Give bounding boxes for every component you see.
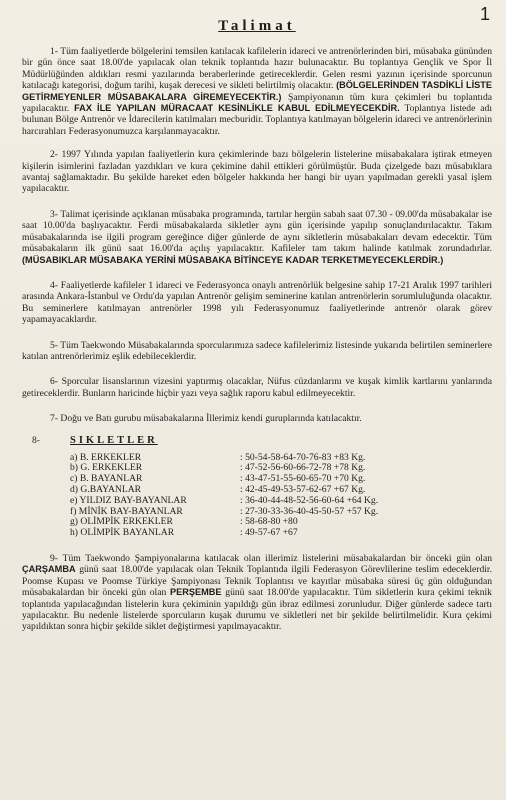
paragraph-4-text: 4- Faaliyetlerde kafileler 1 idareci ve Federasyonca onaylı antrenörlük belgesine sahip 17-21 Aralık 1997 tarihleri arasında Ankara-İstanbul ve Ordu'da yapılan Antrenör gelişim seminerine katılan antrenörlerin sorumluluğunda olacaktır. Bu seminerlere katılmayan antrenörler 1998 yılı Federasyonumuz faaliyetlerinde antrenör olarak görev yapamayacaklardır. — [22, 279, 492, 326]
paragraph-1-text-c: Şampiyonanın tüm kura çekimleri bu toplantıda yapılacaktır. — [22, 91, 492, 115]
paragraph-2-text: 2- 1997 Yılında yapılan faaliyetlerin kura çekimlerinde bazı bölgelerin listelerine müsabakalara iştirak etmeyen kişilerin isimlerini fazladan yazdıkları ve kura çekimine dahil ettikleri görülmüştür. Buda çizelgede bazı müsabıklara avantaj sağlamaktadır. Bu şekilde hareket eden bölgeler hakkında her hangi bir uyarı yapılmadan gerekli yasal işlem yapılacaktır. — [22, 149, 492, 195]
weight-category: e) YILDIZ BAY-BAYANLAR — [70, 494, 187, 506]
paragraph-3-text: 3- Talimat içerisinde açıklanan müsabaka programında, tartılar hergün sabah saat 07.30 - 09.00'da müsabakalar ise saat 10.00'da başlıyacaktır. Ferdi müsabakalarda sikletler aynı gün içerisinde yapılıp sonuçlandırılacaktır. Takım müsabakalarında ise ilgili program gereğince diğer günlerde de aynı sikletlerin müsabakaları devam edecektir. Tüm müsabakaların ilk günü saat 16.00'da açılış yapılacaktır. Kafileler tam takım halinde katılmak zorundadırlar. — [22, 208, 492, 255]
weight-values: : 49-57-67 +67 — [240, 527, 298, 539]
paragraph-1-text-d: Toplantıya listede adı bulunan Bölge Antrenör ve İdarecilerin katılmaları mecburidir. Toplantıya katılmayan bölgelerin idareci ve antrenörlerinin harcırahları Federasyonumuzca karşılanmayacaktır. — [22, 103, 492, 137]
page-number: 1 — [479, 4, 490, 24]
weight-classes-heading: SIKLETLER — [70, 434, 158, 446]
weight-category: h) OLİMPİK BAYANLAR — [70, 527, 175, 539]
paragraph-2 — [22, 149, 492, 195]
paragraph-1-text-a: 1- Tüm faaliyetlerde bölgelerini temsilen katılacak kafilelerin idareci ve antrenörlerinden biri, müsabaka gününden bir gün önce saat 18.00'de yapılacak olan teknik toplantıda hazır bulunacaktır. Bu toplantıya Gençlik ve Spor İl Müdürlüğünden aldıkları resmi yazılarında beraberlerinde getireceklerdir. Gelen resmi yazının içerisinde sporcunun katılacağı kategorisi, doğum tarihi, kuşak derecesi ve sikleti belirtilmiş olacaktır. — [22, 46, 492, 92]
paragraph-7-text: 7- Doğu ve Batı gurubu müsabakalarına İllerimiz kendi guruplarında katılacaktır. — [50, 413, 362, 425]
weight-values: : 36-40-44-48-52-56-60-64 +64 Kg. — [240, 494, 379, 506]
weight-category: a) B. ERKEKLER — [70, 451, 142, 463]
paragraph-9-bold-a: ÇARŞAMBA — [22, 564, 76, 575]
paragraph-5-text: 5- Tüm Taekwondo Müsabakalarında sporcularımıza sadece kafilelerimiz listesinde yukarıda belirtilen seminerlere katılan antrenörlerimiz eşlik edebileceklerdir. — [22, 339, 492, 362]
weight-classes-header — [32, 435, 492, 453]
paragraph-9-text-a: 9- Tüm Taekwondo Şampiyonalarına katılacak olan illerimiz listelerini müsabakalardan bir önceki gün olan — [50, 552, 492, 564]
paragraph-6-text: 6- Sporcular lisanslarının vizesini yaptırmış olacaklar, Nüfus cüzdanlarını ve kuşak kimlik kartlarını yanlarında getireceklerdir. Bunların haricinde hiçbir yazı veya sağlık raporu kabul edilmeyecektir. — [22, 376, 492, 399]
paragraph-6 — [22, 376, 492, 399]
weight-values: : 43-47-51-55-60-65-70 +70 Kg. — [240, 473, 366, 485]
weight-row — [70, 496, 492, 507]
paragraph-1 — [22, 46, 492, 137]
paragraph-7 — [22, 413, 492, 424]
weight-category: d) G.BAYANLAR — [70, 483, 142, 495]
paragraph-9-text-d: günü saat 18.00'de yapılacaktır. Tüm sikletlerin kura çekimi teknik toplantıda yapılacağından listelerin kura çekiminin yapıldığı gün ibraz edilmesi zorunludur. Diğer günlerde sadece tartı yapılacaktır. Bu nedenle listelerde sporcuların kuşak durumu ve sikletleri net bir şekilde belirtilmelidir. Kura çekimi yapıldıktan sonra hiçbir şekilde siklet değiştirmesi yapılmayacaktır. — [22, 587, 492, 633]
weight-values: : 27-30-33-36-40-45-50-57 +57 Kg. — [240, 505, 379, 517]
paragraph-1-bold-b: FAX İLE YAPILAN MÜRACAAT KESİNLİKLE KABUL EDİLMEYECEKDİR. — [74, 103, 400, 114]
weight-category: g) OLİMPİK ERKEKLER — [70, 516, 173, 528]
paragraph-9-bold-b: PERŞEMBE — [170, 587, 222, 598]
paragraph-3 — [22, 209, 492, 266]
weight-classes-number: 8- — [32, 434, 40, 446]
weight-category: b) G. ERKEKLER — [70, 462, 143, 474]
weight-values: : 47-52-56-60-66-72-78 +78 Kg. — [240, 462, 366, 474]
weight-category: c) B. BAYANLAR — [70, 473, 143, 485]
paragraph-4 — [22, 280, 492, 326]
paragraph-5 — [22, 340, 492, 363]
weight-row — [70, 528, 492, 539]
weight-values: : 58-68-80 +80 — [240, 516, 298, 528]
paragraph-1-bold-a: (BÖLGELERİNDEN TASDİKLİ LİSTE GETİRMEYENLER MÜSABAKALARA GİREMEYECEKTİR.) — [22, 80, 492, 102]
weight-values: : 50-54-58-64-70-76-83 +83 Kg. — [240, 451, 366, 463]
weight-classes-section — [32, 435, 492, 539]
weight-category: f) MİNİK BAY-BAYANLAR — [70, 505, 183, 517]
document-title: Talimat — [218, 18, 296, 34]
paragraph-9-text-c: günü saat 18.00'de yapılacak olan Teknik Toplantıda ilgili Federasyon Görevlilerine teslim edeceklerdir. Poomse Kupası ve Poomse Türkiye Şampiyonası Teknik Toplantısı ve kayıtlar müsabaka süresi üç gün olduğundan müsabakalardan bir önceki gün olan — [22, 564, 493, 599]
weight-values: : 42-45-49-53-57-62-67 +67 Kg. — [240, 483, 366, 495]
paragraph-3-bold: (MÜSABIKLAR MÜSABAKA YERİNİ MÜSABAKA BİTİNCEYE KADAR TERKETMEYECEKLERDİR.) — [22, 254, 444, 265]
paragraph-9 — [22, 553, 492, 633]
